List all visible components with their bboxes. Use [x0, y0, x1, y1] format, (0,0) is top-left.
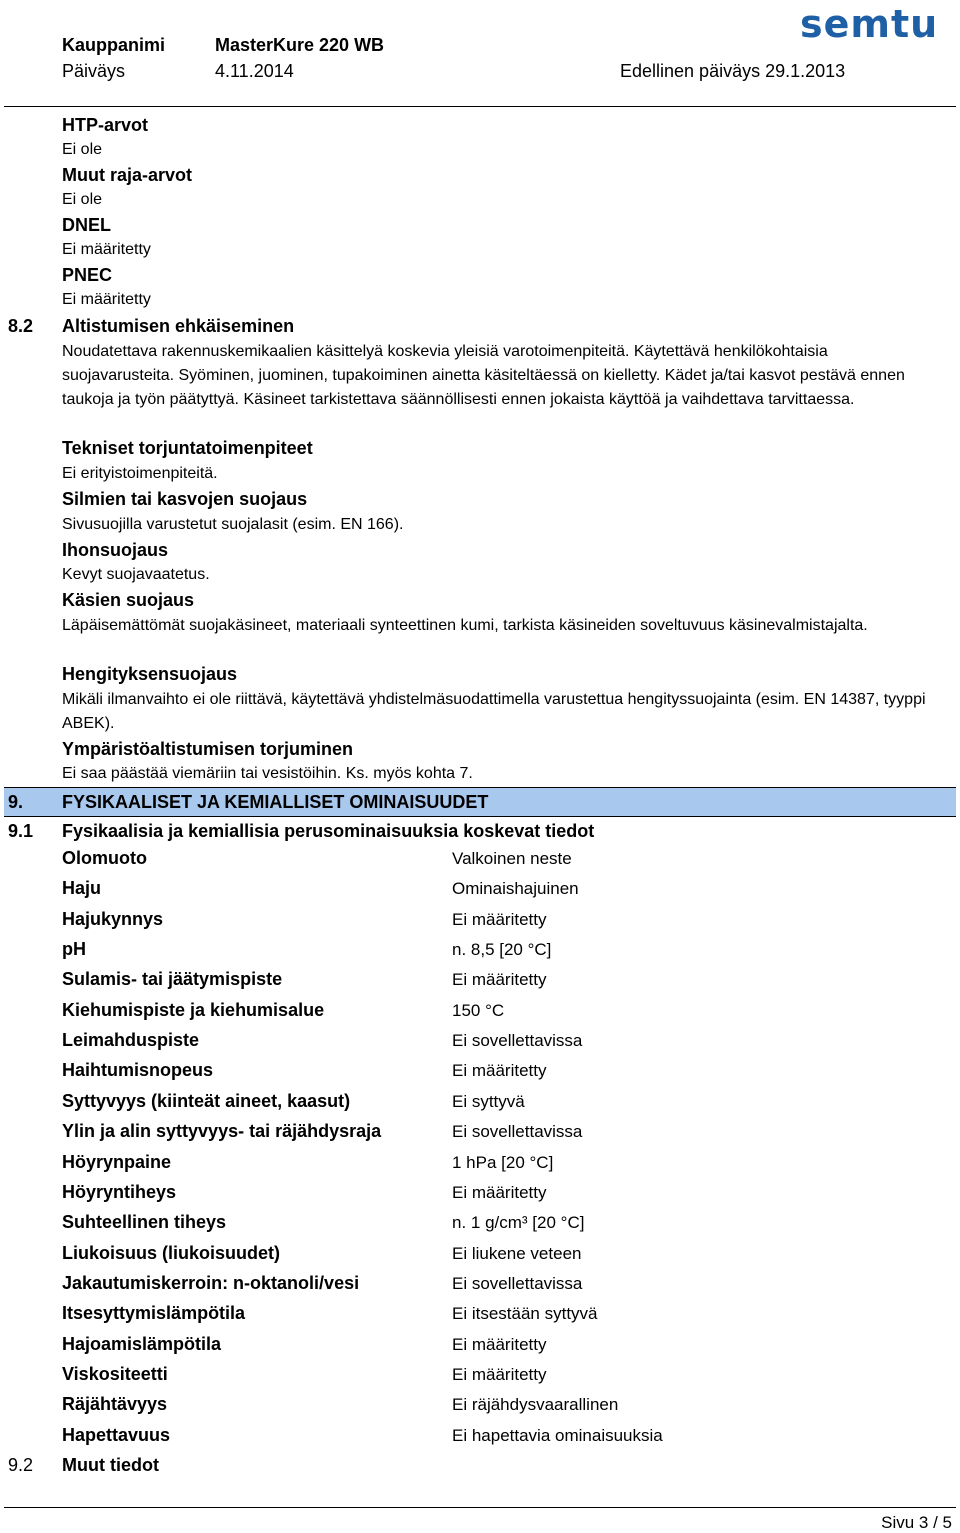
- company-logo: semtu: [800, 2, 939, 46]
- section-9-1-number: 9.1: [8, 821, 34, 841]
- property-value: Ei määritetty: [452, 1061, 547, 1080]
- property-value: Ei liukene veteen: [452, 1244, 582, 1263]
- environmental-exposure-title: Ympäristöaltistumisen torjuminen: [62, 739, 354, 759]
- property-label: Leimahduspiste: [62, 1030, 200, 1050]
- property-label: Viskositeetti: [62, 1364, 168, 1384]
- section-9-number: 9.: [8, 792, 24, 812]
- pnec-title: PNEC: [62, 265, 113, 285]
- property-label: Sulamis- tai jäätymispiste: [62, 969, 283, 989]
- property-label: Olomuoto: [62, 848, 147, 868]
- property-label: Syttyvyys (kiinteät aineet, kaasut): [62, 1091, 351, 1111]
- respiratory-protection-title: Hengityksensuojaus: [62, 664, 238, 684]
- property-value: 1 hPa [20 °C]: [452, 1153, 554, 1172]
- technical-measures-text: Ei erityistoimenpiteitä.: [62, 465, 218, 482]
- other-limits-title: Muut raja-arvot: [62, 165, 193, 185]
- section-9-title: FYSIKAALISET JA KEMIALLISET OMINAISUUDET: [62, 792, 489, 812]
- property-value: Ei määritetty: [452, 910, 547, 929]
- property-value: Ominaishajuinen: [452, 879, 579, 898]
- property-label: Ylin ja alin syttyvyys- tai räjähdysraja: [62, 1121, 382, 1141]
- skin-protection-text: Kevyt suojavaatetus.: [62, 566, 210, 583]
- property-value: Ei sovellettavissa: [452, 1122, 583, 1141]
- section-9-2-title: Muut tiedot: [62, 1455, 159, 1475]
- hand-protection-text: Läpäisemättömät suojakäsineet, materiaali synteettinen kumi, tarkista käsineiden soveltuvuus käsinevalmistajalta.: [62, 617, 868, 634]
- dnel-title: DNEL: [62, 215, 111, 235]
- property-value: Ei syttyvä: [452, 1092, 525, 1111]
- property-label: Höyryntiheys: [62, 1182, 177, 1202]
- date-value: 4.11.2014: [215, 61, 294, 81]
- eye-protection-title: Silmien tai kasvojen suojaus: [62, 489, 308, 509]
- respiratory-protection-text: Mikäli ilmanvaihto ei ole riittävä, käytettävä yhdistelmäsuodattimella varustettua hengityssuojainta (esim. EN 14387, tyyppi ABEK).: [62, 691, 926, 732]
- property-label: Räjähtävyys: [62, 1394, 168, 1414]
- property-value: n. 8,5 [20 °C]: [452, 940, 552, 959]
- other-limits-value: Ei ole: [62, 191, 103, 208]
- property-label: Haju: [62, 878, 102, 898]
- property-label: Kiehumispiste ja kiehumisalue: [62, 1000, 325, 1020]
- property-value: Ei sovellettavissa: [452, 1031, 583, 1050]
- dnel-value: Ei määritetty: [62, 241, 151, 258]
- property-value: Valkoinen neste: [452, 849, 572, 868]
- property-label: Höyrynpaine: [62, 1152, 172, 1172]
- header-rule: [4, 106, 956, 107]
- property-value: Ei määritetty: [452, 1335, 547, 1354]
- property-value: Ei hapettavia ominaisuuksia: [452, 1426, 663, 1445]
- date-label: Päiväys: [62, 61, 126, 81]
- property-label: Hapettavuus: [62, 1425, 171, 1445]
- htp-title: HTP-arvot: [62, 115, 149, 135]
- property-label: Liukoisuus (liukoisuudet): [62, 1243, 281, 1263]
- section-8-2-number: 8.2: [8, 316, 34, 336]
- section-8-2-text: Noudatettava rakennuskemikaalien käsittelyä koskevia yleisiä varotoimenpiteitä. Käytettävä henkilökohtaisia suojavarusteita. Syöminen, juominen, tupakoiminen ainetta käsiteltäessä on kielletty. Kädet ja/tai kasvot pestävä ennen taukoja ja työn päätyttyä. Käsineet tarkistettava säännöllisesti ennen jokaista käyttöä ja vaihdettava tarvittaessa.: [62, 343, 905, 408]
- section-8-2-title: Altistumisen ehkäiseminen: [62, 316, 295, 336]
- property-value: Ei sovellettavissa: [452, 1274, 583, 1293]
- page-number: Sivu 3 / 5: [881, 1513, 952, 1532]
- property-label: Hajukynnys: [62, 909, 164, 929]
- property-value: 150 °C: [452, 1001, 505, 1020]
- eye-protection-text: Sivusuojilla varustetut suojalasit (esim. EN 166).: [62, 516, 404, 533]
- pnec-value: Ei määritetty: [62, 291, 151, 308]
- property-value: Ei itsestään syttyvä: [452, 1304, 598, 1323]
- footer-rule: [4, 1507, 956, 1508]
- section-9-2-number: 9.2: [8, 1455, 34, 1475]
- property-value: Ei määritetty: [452, 970, 547, 989]
- htp-value: Ei ole: [62, 141, 103, 158]
- trade-name-label: Kauppanimi: [62, 35, 166, 55]
- property-label: Itsesyttymislämpötila: [62, 1303, 246, 1323]
- environmental-exposure-text: Ei saa päästää viemäriin tai vesistöihin. Ks. myös kohta 7.: [62, 765, 473, 782]
- hand-protection-title: Käsien suojaus: [62, 590, 195, 610]
- property-value: Ei määritetty: [452, 1183, 547, 1202]
- skin-protection-title: Ihonsuojaus: [62, 540, 169, 560]
- property-value: Ei määritetty: [452, 1365, 547, 1384]
- property-value: Ei räjähdysvaarallinen: [452, 1395, 619, 1414]
- previous-date: Edellinen päiväys 29.1.2013: [620, 61, 846, 81]
- property-label: Jakautumiskerroin: n-oktanoli/vesi: [62, 1273, 360, 1293]
- property-label: Suhteellinen tiheys: [62, 1212, 227, 1232]
- property-label: Hajoamislämpötila: [62, 1334, 222, 1354]
- property-value: n. 1 g/cm³ [20 °C]: [452, 1213, 585, 1232]
- trade-name-value: MasterKure 220 WB: [215, 35, 385, 55]
- property-label: Haihtumisnopeus: [62, 1060, 214, 1080]
- property-label: pH: [62, 939, 86, 959]
- section-9-1-title: Fysikaalisia ja kemiallisia perusominaisuuksia koskevat tiedot: [62, 821, 595, 841]
- technical-measures-title: Tekniset torjuntatoimenpiteet: [62, 438, 313, 458]
